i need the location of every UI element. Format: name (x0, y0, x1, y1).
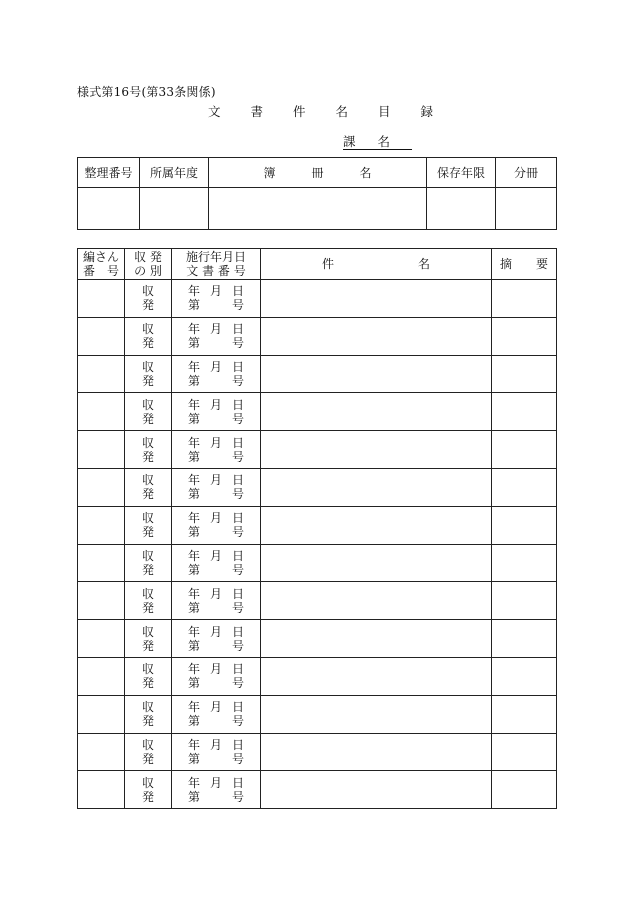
number-suffix-label: 号 (231, 638, 244, 653)
cell-kind[interactable] (125, 468, 172, 506)
cell-edit-number[interactable] (78, 317, 125, 355)
day-label: 日 (231, 548, 244, 563)
number-line (172, 412, 260, 426)
kind-sent: 発 (141, 525, 154, 540)
cell-date-number[interactable] (172, 544, 261, 582)
kind-received: 収 (141, 662, 154, 677)
number-suffix-label: 号 (231, 789, 244, 804)
month-label: 月 (209, 700, 222, 715)
kind-sent: 発 (141, 600, 154, 615)
date-line (172, 662, 260, 676)
section-name-label: 課名 (343, 134, 413, 149)
cell-date-number[interactable] (172, 317, 261, 355)
cell-remarks[interactable] (492, 620, 557, 658)
number-prefix-label: 第 (188, 676, 201, 691)
kind-received: 収 (141, 737, 154, 752)
number-prefix-label: 第 (188, 373, 201, 388)
date-line (172, 587, 260, 601)
number-line (172, 298, 260, 312)
cell-edit-number[interactable] (78, 431, 125, 469)
document-row (78, 620, 557, 658)
day-label: 日 (231, 322, 244, 337)
number-prefix-label: 第 (188, 562, 201, 577)
document-row (78, 355, 557, 393)
cell-kind[interactable] (125, 582, 172, 620)
number-line (172, 752, 260, 766)
date-line (172, 322, 260, 336)
month-label: 月 (209, 737, 222, 752)
kind-received: 収 (141, 359, 154, 374)
cell-date-number[interactable] (172, 431, 261, 469)
kind-received: 収 (141, 284, 154, 299)
cell-kind[interactable] (125, 317, 172, 355)
cell-date-number[interactable] (172, 733, 261, 771)
cell-kind[interactable] (125, 771, 172, 809)
number-prefix-label: 第 (188, 336, 201, 351)
kind-sent: 発 (141, 751, 154, 766)
cell-subject[interactable] (261, 771, 492, 809)
number-suffix-label: 号 (231, 336, 244, 351)
number-line (172, 676, 260, 690)
cell-remarks[interactable] (492, 355, 557, 393)
cell-edit-number[interactable] (78, 355, 125, 393)
number-suffix-label: 号 (231, 298, 244, 313)
month-label: 月 (209, 397, 222, 412)
header-subject: 件 名 (261, 249, 492, 280)
number-line (172, 714, 260, 728)
document-list-table (77, 248, 557, 809)
date-line (172, 284, 260, 298)
kind-received: 収 (141, 435, 154, 450)
number-prefix-label: 第 (188, 487, 201, 502)
cell-remarks[interactable] (492, 733, 557, 771)
number-suffix-label: 号 (231, 449, 244, 464)
cell-subject[interactable] (261, 393, 492, 431)
header-date-number (172, 249, 261, 280)
document-row (78, 695, 557, 733)
cell-subject[interactable] (261, 620, 492, 658)
cell-kind[interactable] (125, 280, 172, 318)
cell-subject[interactable] (261, 355, 492, 393)
month-label: 月 (209, 775, 222, 790)
number-prefix-label: 第 (188, 638, 201, 653)
number-line (172, 450, 260, 464)
kind-sent: 発 (141, 676, 154, 691)
document-row (78, 280, 557, 318)
kind-received: 収 (141, 586, 154, 601)
header-edit-number-line2: 番 号 (82, 264, 119, 278)
cell-kind[interactable] (125, 733, 172, 771)
cell-subject[interactable] (261, 582, 492, 620)
date-line (172, 511, 260, 525)
cell-subject[interactable] (261, 317, 492, 355)
cell-kind[interactable] (125, 544, 172, 582)
cell-remarks[interactable] (492, 695, 557, 733)
form-number-label: 様式第16号(第33条関係) (77, 85, 216, 99)
number-suffix-label: 号 (231, 525, 244, 540)
number-prefix-label: 第 (188, 525, 201, 540)
date-line (172, 738, 260, 752)
date-line (172, 549, 260, 563)
document-row (78, 544, 557, 582)
header-retention-period: 保存年限 (427, 158, 496, 188)
cell-subject[interactable] (261, 280, 492, 318)
number-prefix-label: 第 (188, 751, 201, 766)
kind-sent: 発 (141, 336, 154, 351)
number-prefix-label: 第 (188, 298, 201, 313)
cell-subject[interactable] (261, 431, 492, 469)
cell-date-number[interactable] (172, 393, 261, 431)
cell-kind[interactable] (125, 431, 172, 469)
cell-remarks[interactable] (492, 280, 557, 318)
cell-retention-period[interactable] (427, 188, 496, 230)
header-kind-line1: 収 発 (134, 250, 162, 264)
cell-edit-number[interactable] (78, 733, 125, 771)
day-label: 日 (231, 473, 244, 488)
header-date-line2: 文 書 番 号 (186, 264, 246, 278)
number-line (172, 563, 260, 577)
header-volume: 分冊 (496, 158, 557, 188)
cell-remarks[interactable] (492, 393, 557, 431)
date-line (172, 700, 260, 714)
day-label: 日 (231, 284, 244, 299)
cell-date-number[interactable] (172, 657, 261, 695)
cell-kind[interactable] (125, 506, 172, 544)
cell-edit-number[interactable] (78, 657, 125, 695)
number-suffix-label: 号 (231, 411, 244, 426)
kind-sent: 発 (141, 373, 154, 388)
kind-received: 収 (141, 397, 154, 412)
cell-remarks[interactable] (492, 431, 557, 469)
cell-remarks[interactable] (492, 582, 557, 620)
header-kind (125, 249, 172, 280)
year-label: 年 (188, 435, 201, 450)
day-label: 日 (231, 435, 244, 450)
number-suffix-label: 号 (231, 751, 244, 766)
cell-subject[interactable] (261, 468, 492, 506)
cell-kind[interactable] (125, 657, 172, 695)
kind-received: 収 (141, 322, 154, 337)
cell-edit-number[interactable] (78, 771, 125, 809)
month-label: 月 (209, 548, 222, 563)
date-line (172, 360, 260, 374)
year-label: 年 (188, 473, 201, 488)
document-row (78, 771, 557, 809)
number-suffix-label: 号 (231, 562, 244, 577)
number-line (172, 374, 260, 388)
number-line (172, 487, 260, 501)
kind-sent: 発 (141, 714, 154, 729)
kind-sent: 発 (141, 298, 154, 313)
number-line (172, 525, 260, 539)
year-label: 年 (188, 775, 201, 790)
day-label: 日 (231, 775, 244, 790)
number-prefix-label: 第 (188, 789, 201, 804)
month-label: 月 (209, 322, 222, 337)
number-suffix-label: 号 (231, 373, 244, 388)
document-title: 文書件名目録 (208, 104, 464, 119)
year-label: 年 (188, 397, 201, 412)
cell-kind[interactable] (125, 355, 172, 393)
cell-remarks[interactable] (492, 771, 557, 809)
day-label: 日 (231, 359, 244, 374)
cell-subject[interactable] (261, 657, 492, 695)
year-label: 年 (188, 662, 201, 677)
number-prefix-label: 第 (188, 714, 201, 729)
year-label: 年 (188, 624, 201, 639)
document-row (78, 393, 557, 431)
date-line (172, 398, 260, 412)
date-line (172, 776, 260, 790)
cell-edit-number[interactable] (78, 544, 125, 582)
kind-received: 収 (141, 624, 154, 639)
cell-subject[interactable] (261, 544, 492, 582)
month-label: 月 (209, 511, 222, 526)
kind-received: 収 (141, 700, 154, 715)
cell-volume[interactable] (496, 188, 557, 230)
document-row (78, 506, 557, 544)
kind-sent: 発 (141, 638, 154, 653)
cell-remarks[interactable] (492, 544, 557, 582)
year-label: 年 (188, 586, 201, 601)
cell-date-number[interactable] (172, 620, 261, 658)
cell-kind[interactable] (125, 393, 172, 431)
number-prefix-label: 第 (188, 449, 201, 464)
year-label: 年 (188, 359, 201, 374)
cell-date-number[interactable] (172, 355, 261, 393)
header-ledger-name: 簿 冊 名 (209, 158, 427, 188)
cell-remarks[interactable] (492, 657, 557, 695)
number-suffix-label: 号 (231, 714, 244, 729)
number-line (172, 790, 260, 804)
header-kind-line2: の 別 (134, 264, 162, 278)
kind-sent: 発 (141, 789, 154, 804)
kind-sent: 発 (141, 411, 154, 426)
kind-received: 収 (141, 473, 154, 488)
header-edit-number-line1: 編さん (82, 250, 119, 264)
year-label: 年 (188, 548, 201, 563)
month-label: 月 (209, 359, 222, 374)
kind-sent: 発 (141, 487, 154, 502)
document-list-header-row (78, 249, 557, 280)
cell-remarks[interactable] (492, 506, 557, 544)
cell-edit-number[interactable] (78, 582, 125, 620)
year-label: 年 (188, 511, 201, 526)
cell-date-number[interactable] (172, 506, 261, 544)
number-prefix-label: 第 (188, 411, 201, 426)
date-line (172, 625, 260, 639)
document-row (78, 733, 557, 771)
document-row (78, 468, 557, 506)
day-label: 日 (231, 511, 244, 526)
header-remarks: 摘 要 (492, 249, 557, 280)
ledger-header-row (78, 158, 557, 188)
header-date-line1: 施行年月日 (185, 250, 246, 264)
day-label: 日 (231, 700, 244, 715)
cell-date-number[interactable] (172, 582, 261, 620)
month-label: 月 (209, 284, 222, 299)
date-line (172, 436, 260, 450)
month-label: 月 (209, 435, 222, 450)
number-prefix-label: 第 (188, 600, 201, 615)
day-label: 日 (231, 586, 244, 601)
number-line (172, 639, 260, 653)
cell-subject[interactable] (261, 733, 492, 771)
date-line (172, 473, 260, 487)
kind-sent: 発 (141, 449, 154, 464)
cell-date-number[interactable] (172, 695, 261, 733)
document-row (78, 317, 557, 355)
year-label: 年 (188, 700, 201, 715)
year-label: 年 (188, 737, 201, 752)
number-line (172, 336, 260, 350)
cell-remarks[interactable] (492, 317, 557, 355)
kind-received: 収 (141, 775, 154, 790)
month-label: 月 (209, 586, 222, 601)
cell-date-number[interactable] (172, 468, 261, 506)
cell-edit-number[interactable] (78, 393, 125, 431)
document-row (78, 657, 557, 695)
cell-remarks[interactable] (492, 468, 557, 506)
number-suffix-label: 号 (231, 676, 244, 691)
cell-ledger-name[interactable] (209, 188, 427, 230)
kind-received: 収 (141, 511, 154, 526)
document-row (78, 582, 557, 620)
cell-serial-number[interactable] (78, 188, 140, 230)
cell-edit-number[interactable] (78, 620, 125, 658)
number-line (172, 601, 260, 615)
day-label: 日 (231, 397, 244, 412)
header-fiscal-year: 所属年度 (140, 158, 209, 188)
cell-date-number[interactable] (172, 771, 261, 809)
month-label: 月 (209, 662, 222, 677)
kind-sent: 発 (141, 562, 154, 577)
cell-kind[interactable] (125, 620, 172, 658)
cell-edit-number[interactable] (78, 468, 125, 506)
header-serial-number: 整理番号 (78, 158, 140, 188)
month-label: 月 (209, 624, 222, 639)
cell-subject[interactable] (261, 695, 492, 733)
number-suffix-label: 号 (231, 600, 244, 615)
cell-date-number[interactable] (172, 280, 261, 318)
document-row (78, 431, 557, 469)
year-label: 年 (188, 322, 201, 337)
cell-edit-number[interactable] (78, 280, 125, 318)
day-label: 日 (231, 737, 244, 752)
month-label: 月 (209, 473, 222, 488)
day-label: 日 (231, 624, 244, 639)
number-suffix-label: 号 (231, 487, 244, 502)
kind-received: 収 (141, 548, 154, 563)
ledger-input-row (78, 188, 557, 230)
cell-kind[interactable] (125, 695, 172, 733)
day-label: 日 (231, 662, 244, 677)
cell-edit-number[interactable] (78, 695, 125, 733)
year-label: 年 (188, 284, 201, 299)
header-edit-number (78, 249, 125, 280)
ledger-header-table (77, 157, 557, 230)
cell-fiscal-year[interactable] (140, 188, 209, 230)
cell-edit-number[interactable] (78, 506, 125, 544)
cell-subject[interactable] (261, 506, 492, 544)
